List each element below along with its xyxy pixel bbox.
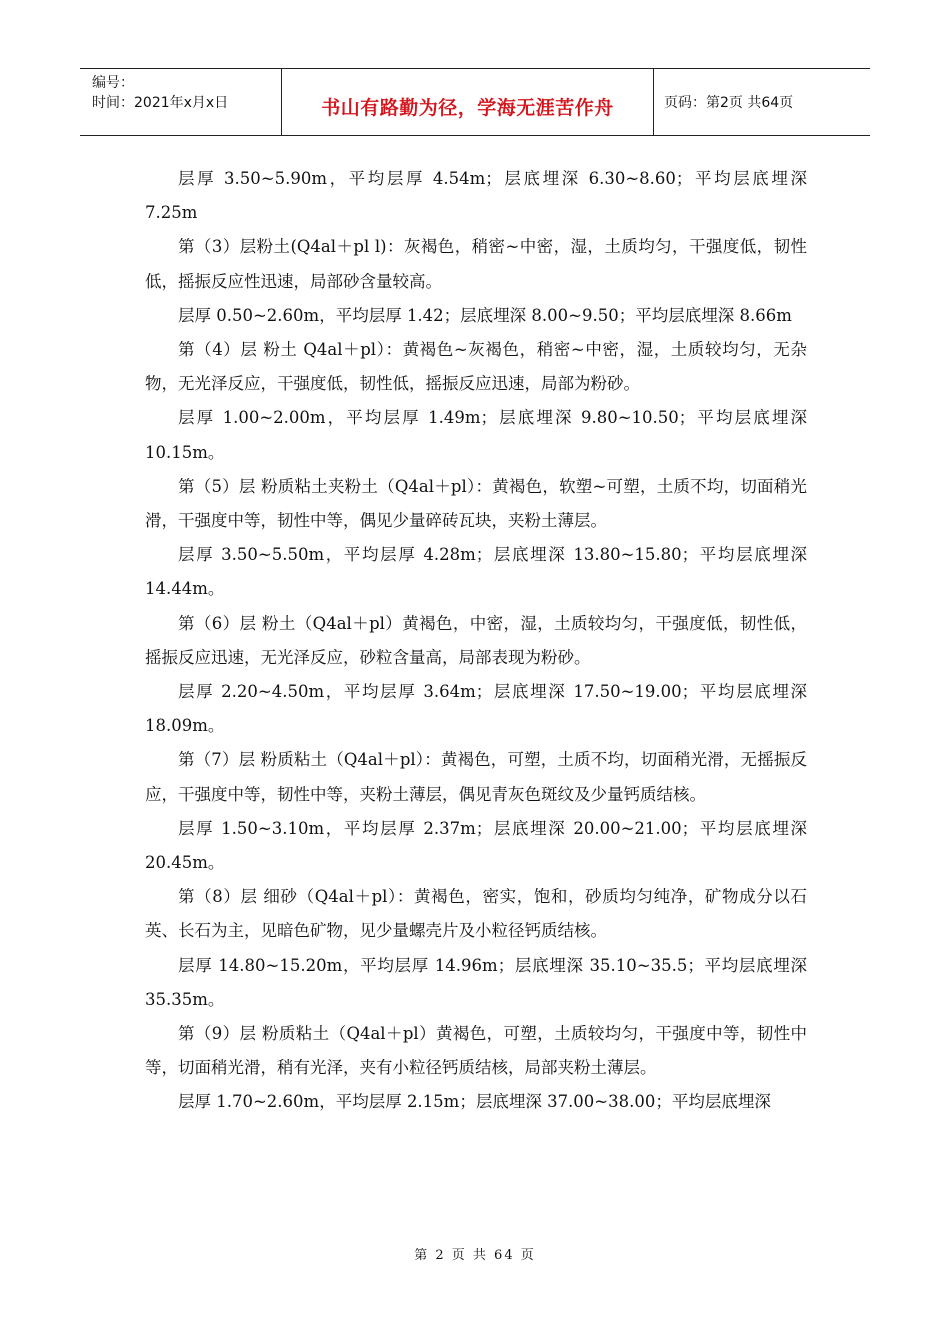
paragraph: 层厚 3.50~5.50m，平均层厚 4.28m；层底埋深 13.80~15.80；平均层底埋深 14.44m。 (145, 545, 807, 599)
paragraph: 第（4）层 粉土 Q4al＋pl）：黄褐色~灰褐色，稍密~中密，湿，土质较均匀，无杂物，无光泽反应，干强度低，韧性低，摇振反应迅速，局部为粉砂。 (145, 340, 807, 394)
paragraph: 层厚 1.50~3.10m，平均层厚 2.37m；层底埋深 20.00~21.00；平均层底埋深 20.45m。 (145, 818, 807, 873)
paragraph: 层厚 0.50~2.60m，平均层厚 1.42；层底埋深 8.00~9.50；平均层底埋深 8.66m (178, 305, 792, 325)
page-footer: 第 2 页 共 64 页 (414, 1248, 536, 1263)
paragraph: 层厚 1.70~2.60m，平均层厚 2.15m；层底埋深 37.00~38.00；平均层底埋深 (178, 1092, 771, 1112)
header-meta (80, 69, 282, 135)
header-page-number: 页码：第2页 共64页 (664, 95, 794, 111)
paragraph: 层厚 1.00~2.00m，平均层厚 1.49m；层底埋深 9.80~10.50；平均层底埋深 10.15m。 (145, 408, 807, 462)
document-number-label: 编号： (92, 75, 134, 91)
paragraph: 第（3）层粉土(Q4al＋pl l)：灰褐色，稍密~中密，湿，土质均匀，干强度低，韧性低，摇振反应性迅速，局部砂含量较高。 (145, 237, 807, 291)
paragraph: 第（9）层 粉质粘土（Q4al＋pl）黄褐色，可塑，土质较均匀，干强度中等，韧性中等，切面稍光滑，稍有光泽，夹有小粒径钙质结核，局部夹粉土薄层。 (145, 1024, 807, 1078)
paragraph: 第（6）层 粉土（Q4al＋pl）黄褐色，中密，湿，土质较均匀，干强度低，韧性低，摇振反应迅速，无光泽反应，砂粒含量高，局部表现为粉砂。 (145, 613, 807, 667)
paragraph: 第（7）层 粉质粘土（Q4al＋pl）：黄褐色，可塑，土质不均，切面稍光滑，无摇振反应，干强度中等，韧性中等，夹粉土薄层，偶见青灰色斑纹及少量钙质结核。 (145, 750, 807, 804)
paragraph: 层厚 2.20~4.50m，平均层厚 3.64m；层底埋深 17.50~19.00；平均层底埋深 18.09m。 (145, 682, 807, 736)
paragraph: 层厚 14.80~15.20m，平均层厚 14.96m；层底埋深 35.10~35.5；平均层底埋深 35.35m。 (145, 955, 807, 1009)
paragraph: 层厚 3.50~5.90m，平均层厚 4.54m；层底埋深 6.30~8.60；平均层底埋深 7.25m (145, 169, 807, 223)
paragraph: 第（8）层 细砂（Q4al＋pl）：黄褐色，密实，饱和，砂质均匀纯净，矿物成分以石英、长石为主，见暗色矿物，见少量螺壳片及小粒径钙质结核。 (145, 887, 807, 941)
document-body (145, 162, 807, 1120)
header-motto: 书山有路勤为径，学海无涯苦作舟 (282, 69, 654, 135)
document-time: 时间：2021年x月x日 (92, 95, 229, 111)
page-header (80, 68, 870, 136)
paragraph: 第（5）层 粉质粘土夹粉土（Q4al＋pl）：黄褐色，软塑~可塑，土质不均，切面稍光滑，干强度中等，韧性中等，偶见少量碎砖瓦块，夹粉土薄层。 (145, 476, 807, 531)
